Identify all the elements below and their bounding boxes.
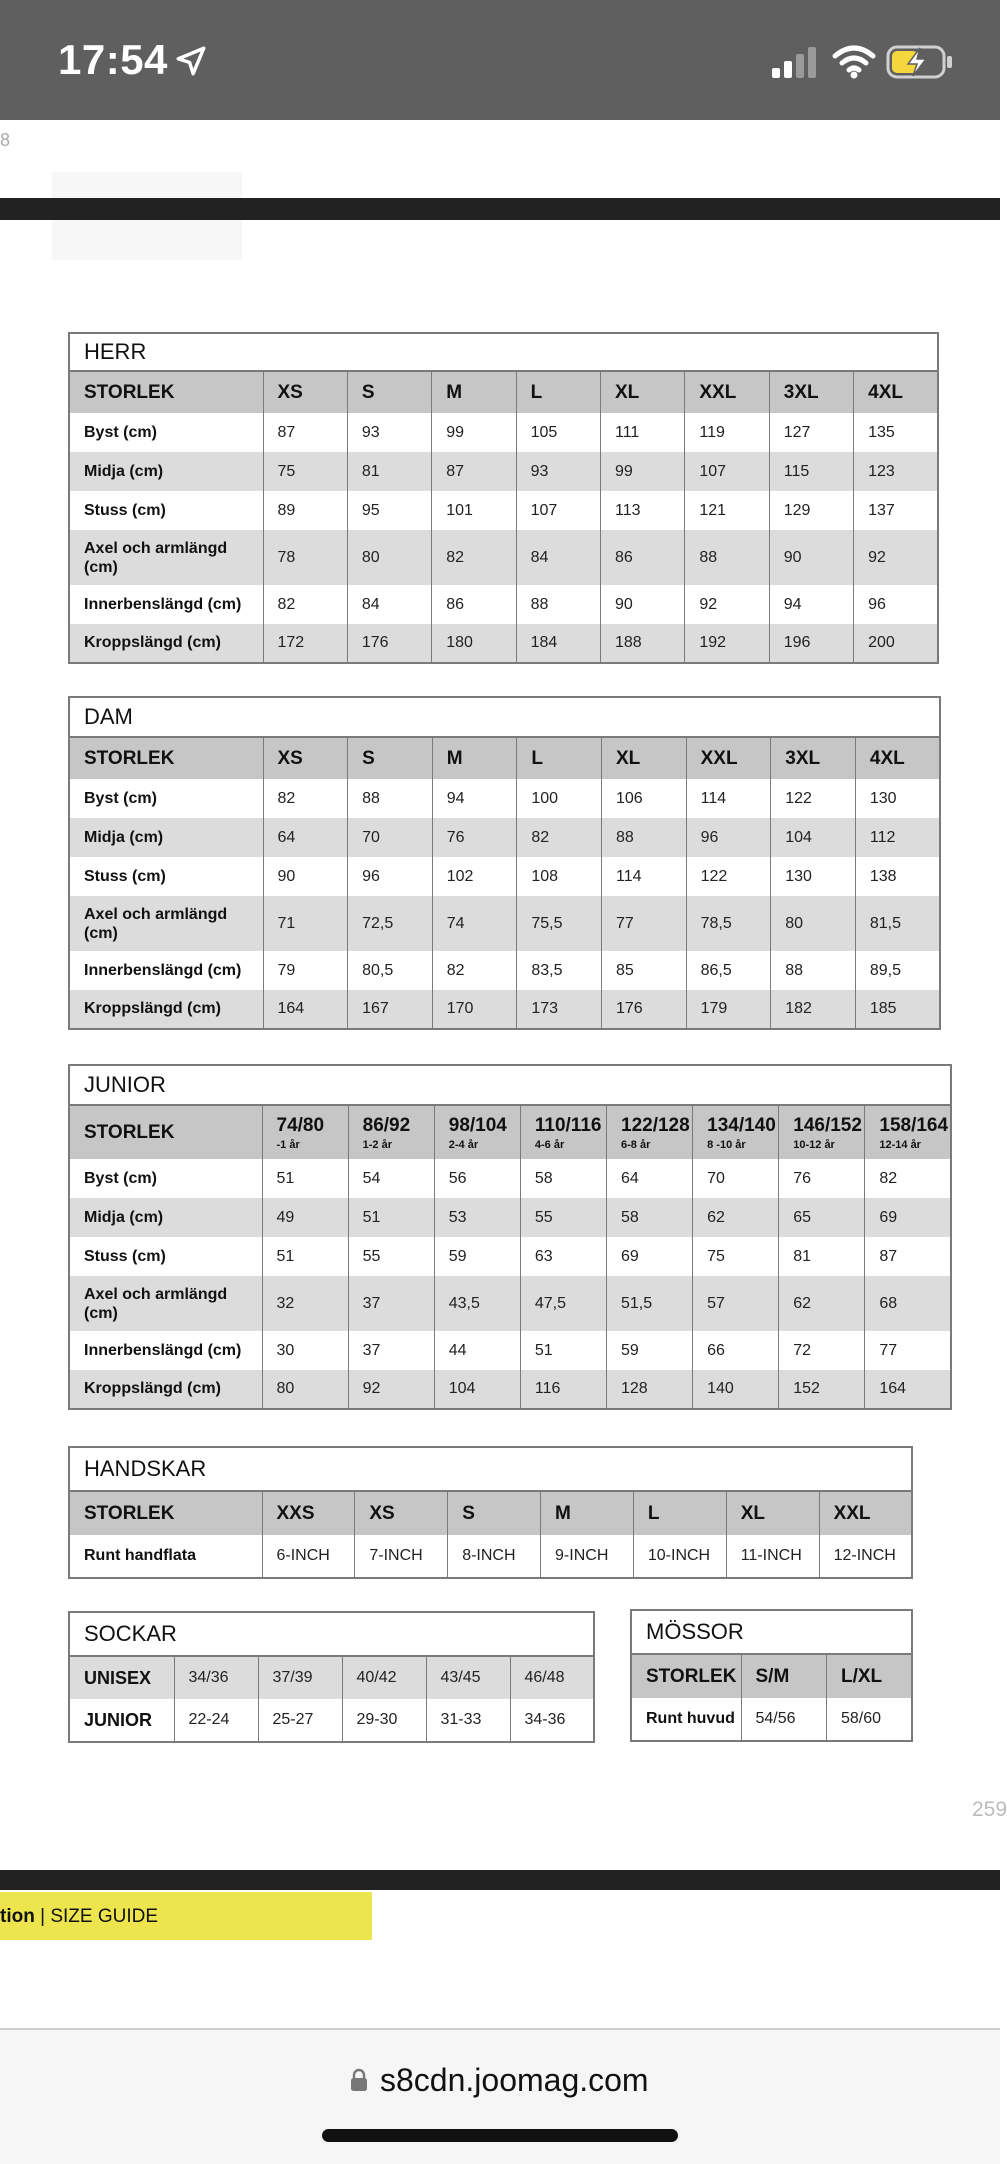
size-header: M (541, 1491, 634, 1535)
table-cell: 70 (348, 818, 433, 857)
table-cell: 10-INCH (633, 1535, 726, 1578)
size-label: 134/140 (707, 1114, 776, 1136)
table-cell: 30 (262, 1331, 348, 1370)
table-cell: 140 (693, 1370, 779, 1409)
table-cell: 58 (607, 1198, 693, 1237)
table-row (69, 530, 938, 585)
table-cell: 179 (686, 990, 771, 1029)
table-cell: 54 (348, 1159, 434, 1198)
table-row (69, 413, 938, 452)
table-row (69, 452, 938, 491)
table-cell: 82 (432, 951, 517, 990)
table-cell: 75 (263, 452, 347, 491)
row-label: Kroppslängd (cm) (69, 1370, 262, 1409)
table-cell: 182 (771, 990, 856, 1029)
table-cell: 43,5 (434, 1276, 520, 1331)
table-cell: 130 (855, 779, 940, 818)
table-cell: 116 (520, 1370, 606, 1409)
table-cell: 80,5 (348, 951, 433, 990)
row-label-text: Axel och armlängd (cm) (84, 1285, 228, 1322)
table-cell: 81,5 (855, 896, 940, 951)
table-cell: 51 (262, 1159, 348, 1198)
row-label (69, 530, 263, 585)
table-cell: 104 (771, 818, 856, 857)
size-header (434, 1105, 520, 1159)
table-cell: 51 (348, 1198, 434, 1237)
table-cell: 75 (693, 1237, 779, 1276)
size-header: 3XL (771, 737, 856, 779)
table-row (69, 624, 938, 663)
table-cell: 59 (434, 1237, 520, 1276)
table-cell: 80 (262, 1370, 348, 1409)
table-cell: 88 (771, 951, 856, 990)
row-label: Midja (cm) (69, 452, 263, 491)
table-cell: 37 (348, 1276, 434, 1331)
age-label: 8 -10 år (707, 1138, 746, 1151)
table-row (69, 857, 940, 896)
table-cell: 92 (854, 530, 938, 585)
bottom-page-rule (0, 1870, 1000, 1890)
size-header (607, 1105, 693, 1159)
table-cell: 122 (686, 857, 771, 896)
table-cell: 72 (779, 1331, 865, 1370)
table-row (69, 990, 940, 1029)
table-cell: 138 (855, 857, 940, 896)
table-row (69, 1370, 951, 1409)
size-header: L (633, 1491, 726, 1535)
table-cell: 87 (865, 1237, 951, 1276)
table-row (69, 585, 938, 624)
table-cell: 111 (601, 413, 685, 452)
size-header: L (517, 737, 602, 779)
size-header: XS (263, 371, 347, 413)
table-cell: 32 (262, 1276, 348, 1331)
row-label: UNISEX (69, 1656, 174, 1699)
table-cell: 92 (348, 1370, 434, 1409)
table-cell: 130 (771, 857, 856, 896)
table-cell: 115 (769, 452, 853, 491)
table-cell: 62 (693, 1198, 779, 1237)
table-cell: 85 (602, 951, 687, 990)
junior-size-table (68, 1064, 952, 1410)
table-cell: 135 (854, 413, 938, 452)
table-cell: 122 (771, 779, 856, 818)
table-row (69, 1656, 594, 1699)
table-cell: 25-27 (258, 1699, 342, 1742)
size-label: 146/152 (793, 1114, 862, 1136)
table-cell: 63 (520, 1237, 606, 1276)
row-label: Byst (cm) (84, 789, 157, 807)
table-cell: 129 (769, 491, 853, 530)
handskar-header-label: STORLEK (69, 1491, 262, 1535)
table-cell: 88 (685, 530, 769, 585)
size-header: S (348, 737, 433, 779)
size-label: 110/116 (534, 1114, 602, 1136)
junior-header-label: STORLEK (69, 1105, 262, 1159)
table-row (69, 779, 940, 818)
table-cell: 37/39 (258, 1656, 342, 1699)
table-cell: 8-INCH (448, 1535, 541, 1578)
table-cell: 56 (434, 1159, 520, 1198)
age-label: 12-14 år (879, 1138, 921, 1151)
table-cell: 80 (771, 896, 856, 951)
table-cell: 69 (607, 1237, 693, 1276)
table-cell: 176 (602, 990, 687, 1029)
table-cell: 54/56 (741, 1698, 827, 1741)
row-label-text: Axel och armlängd (cm) (84, 905, 228, 942)
table-cell: 75,5 (517, 896, 602, 951)
size-header (348, 1105, 434, 1159)
table-cell: 188 (601, 624, 685, 663)
cellular-signal-icon (770, 46, 820, 80)
table-cell: 77 (865, 1331, 951, 1370)
table-cell: 64 (607, 1159, 693, 1198)
table-cell: 99 (432, 413, 516, 452)
row-label: Innerbenslängd (cm) (84, 961, 242, 979)
table-cell: 101 (432, 491, 516, 530)
size-label: 74/80 (276, 1114, 325, 1136)
table-cell: 78 (263, 530, 347, 585)
table-cell: 84 (347, 585, 431, 624)
mossor-title: MÖSSOR (631, 1610, 912, 1654)
table-row (69, 1699, 594, 1742)
handskar-title: HANDSKAR (69, 1447, 912, 1491)
table-cell: 86 (432, 585, 516, 624)
table-cell: 90 (769, 530, 853, 585)
table-row (69, 1535, 912, 1578)
table-cell: 95 (347, 491, 431, 530)
size-header: XL (602, 737, 687, 779)
lock-icon (350, 2068, 368, 2092)
table-cell: 90 (263, 857, 348, 896)
table-cell: 192 (685, 624, 769, 663)
footer-section: tion (0, 1906, 35, 1927)
battery-charging-icon (886, 44, 954, 80)
table-cell: 89,5 (855, 951, 940, 990)
table-cell: 137 (854, 491, 938, 530)
size-header: S (347, 371, 431, 413)
table-cell: 47,5 (520, 1276, 606, 1331)
size-label: 86/92 (362, 1114, 411, 1136)
row-label: Stuss (cm) (84, 867, 166, 885)
sockar-title: SOCKAR (69, 1612, 594, 1656)
age-label: -1 år (276, 1138, 300, 1151)
size-header: XXL (819, 1491, 912, 1535)
size-header: L/XL (827, 1654, 913, 1698)
table-row (69, 1276, 951, 1331)
table-cell: 34/36 (174, 1656, 258, 1699)
home-indicator[interactable] (322, 2129, 678, 2142)
table-cell: 74 (432, 896, 517, 951)
url-address[interactable]: s8cdn.joomag.com (380, 2062, 649, 2098)
table-cell: 82 (263, 779, 348, 818)
age-label: 2-4 år (448, 1138, 479, 1151)
table-cell: 96 (854, 585, 938, 624)
size-header (779, 1105, 865, 1159)
table-cell: 152 (779, 1370, 865, 1409)
table-cell: 53 (434, 1198, 520, 1237)
table-cell: 82 (263, 585, 347, 624)
junior-title: JUNIOR (69, 1065, 951, 1105)
size-header: XL (726, 1491, 819, 1535)
row-label: Kroppslängd (cm) (69, 624, 263, 663)
table-cell: 93 (516, 452, 600, 491)
table-cell: 68 (865, 1276, 951, 1331)
row-label: Innerbenslängd (cm) (84, 595, 242, 613)
mossor-header-label: STORLEK (631, 1654, 741, 1698)
size-header: M (432, 371, 516, 413)
dam-size-table (68, 696, 941, 1030)
size-header (520, 1105, 606, 1159)
table-cell: 9-INCH (541, 1535, 634, 1578)
table-cell: 43/45 (426, 1656, 510, 1699)
table-cell: 86,5 (686, 951, 771, 990)
handskar-size-table (68, 1446, 913, 1579)
row-label: Runt handflata (84, 1547, 196, 1564)
row-label: Midja (cm) (69, 818, 263, 857)
table-cell: 79 (263, 951, 348, 990)
table-row (69, 1159, 951, 1198)
location-arrow-icon (174, 44, 208, 78)
row-label: Byst (cm) (84, 1169, 157, 1187)
table-cell: 86 (601, 530, 685, 585)
age-label: 10-12 år (793, 1138, 835, 1151)
table-cell: 90 (601, 585, 685, 624)
table-cell: 185 (855, 990, 940, 1029)
table-cell: 184 (516, 624, 600, 663)
table-cell: 29-30 (342, 1699, 426, 1742)
right-page-number: 259 (972, 1798, 1007, 1821)
table-cell: 76 (779, 1159, 865, 1198)
size-header: XS (263, 737, 348, 779)
size-header: 4XL (855, 737, 940, 779)
table-cell: 31-33 (426, 1699, 510, 1742)
table-cell: 81 (347, 452, 431, 491)
status-bar (0, 0, 1000, 120)
table-cell: 40/42 (342, 1656, 426, 1699)
herr-title: HERR (69, 333, 938, 371)
size-header: L (516, 371, 600, 413)
size-header: 3XL (769, 371, 853, 413)
table-cell: 180 (432, 624, 516, 663)
table-cell: 6-INCH (262, 1535, 355, 1578)
table-cell: 127 (769, 413, 853, 452)
table-cell: 100 (517, 779, 602, 818)
age-label: 6-8 år (621, 1138, 651, 1151)
table-cell: 77 (602, 896, 687, 951)
sockar-size-table (68, 1611, 595, 1743)
size-header: XXL (686, 737, 771, 779)
table-cell: 112 (855, 818, 940, 857)
table-cell: 93 (347, 413, 431, 452)
table-cell: 66 (693, 1331, 779, 1370)
size-header: S/M (741, 1654, 827, 1698)
table-row (69, 491, 938, 530)
table-cell: 34-36 (510, 1699, 594, 1742)
table-cell: 84 (516, 530, 600, 585)
age-label: 4-6 år (534, 1138, 565, 1151)
dam-header-label: STORLEK (69, 737, 263, 779)
table-cell: 70 (693, 1159, 779, 1198)
size-header: M (432, 737, 517, 779)
table-cell: 57 (693, 1276, 779, 1331)
table-cell: 62 (779, 1276, 865, 1331)
table-cell: 164 (263, 990, 348, 1029)
size-header (865, 1105, 951, 1159)
size-label: 122/128 (621, 1114, 690, 1136)
table-cell: 78,5 (686, 896, 771, 951)
table-cell: 89 (263, 491, 347, 530)
table-cell: 82 (865, 1159, 951, 1198)
table-cell: 173 (517, 990, 602, 1029)
table-cell: 96 (348, 857, 433, 896)
mossor-size-table (630, 1609, 913, 1742)
table-row (69, 818, 940, 857)
table-row (631, 1698, 912, 1741)
table-cell: 82 (432, 530, 516, 585)
table-cell: 55 (520, 1198, 606, 1237)
table-row (69, 951, 940, 990)
table-cell: 113 (601, 491, 685, 530)
size-header: XL (601, 371, 685, 413)
table-cell: 114 (602, 857, 687, 896)
table-cell: 88 (602, 818, 687, 857)
table-cell: 7-INCH (355, 1535, 448, 1578)
size-label: 98/104 (448, 1114, 507, 1136)
table-cell: 102 (432, 857, 517, 896)
table-cell: 44 (434, 1331, 520, 1370)
size-header (693, 1105, 779, 1159)
size-header: 4XL (854, 371, 938, 413)
table-cell: 108 (517, 857, 602, 896)
row-label: Midja (cm) (69, 1198, 262, 1237)
size-header: XXL (685, 371, 769, 413)
row-label: JUNIOR (84, 1709, 153, 1730)
table-cell: 106 (602, 779, 687, 818)
table-row (69, 1331, 951, 1370)
row-label-text: Axel och armlängd (cm) (84, 539, 228, 576)
age-label: 1-2 år (362, 1138, 392, 1151)
footer-text (0, 1906, 158, 1928)
row-label: Stuss (cm) (84, 501, 166, 519)
table-cell: 107 (516, 491, 600, 530)
table-cell: 167 (348, 990, 433, 1029)
table-cell: 104 (434, 1370, 520, 1409)
table-cell: 121 (685, 491, 769, 530)
row-label: Innerbenslängd (cm) (84, 1341, 242, 1359)
table-cell: 55 (348, 1237, 434, 1276)
table-cell: 81 (779, 1237, 865, 1276)
left-page-number: 8 (0, 130, 11, 150)
table-cell: 72,5 (348, 896, 433, 951)
table-cell: 12-INCH (819, 1535, 912, 1578)
row-label: Byst (cm) (84, 423, 157, 441)
herr-header-label: STORLEK (69, 371, 263, 413)
table-cell: 82 (517, 818, 602, 857)
table-cell: 11-INCH (726, 1535, 819, 1578)
table-cell: 114 (686, 779, 771, 818)
row-label (69, 1276, 262, 1331)
table-row (69, 896, 940, 951)
table-cell: 71 (263, 896, 348, 951)
table-cell: 119 (685, 413, 769, 452)
table-cell: 87 (432, 452, 516, 491)
table-cell: 51 (262, 1237, 348, 1276)
table-cell: 58 (520, 1159, 606, 1198)
table-cell: 170 (432, 990, 517, 1029)
table-row (69, 1237, 951, 1276)
table-cell: 51,5 (607, 1276, 693, 1331)
table-cell: 94 (769, 585, 853, 624)
size-header: XS (355, 1491, 448, 1535)
table-cell: 164 (865, 1370, 951, 1409)
table-cell: 65 (779, 1198, 865, 1237)
size-header: XXS (262, 1491, 355, 1535)
herr-size-table (68, 332, 939, 664)
table-cell: 46/48 (510, 1656, 594, 1699)
table-cell: 92 (685, 585, 769, 624)
table-cell: 128 (607, 1370, 693, 1409)
size-header (262, 1105, 348, 1159)
table-cell: 37 (348, 1331, 434, 1370)
table-cell: 176 (347, 624, 431, 663)
wifi-icon (832, 44, 876, 80)
table-cell: 200 (854, 624, 938, 663)
row-label: Stuss (cm) (84, 1247, 166, 1265)
table-cell: 196 (769, 624, 853, 663)
table-cell: 69 (865, 1198, 951, 1237)
table-cell: 172 (263, 624, 347, 663)
table-cell: 22-24 (174, 1699, 258, 1742)
table-cell: 59 (607, 1331, 693, 1370)
status-time: 17:54 (58, 36, 168, 83)
dam-title: DAM (69, 697, 940, 737)
table-cell: 123 (854, 452, 938, 491)
table-cell: 105 (516, 413, 600, 452)
table-cell: 64 (263, 818, 348, 857)
table-cell: 96 (686, 818, 771, 857)
table-cell: 87 (263, 413, 347, 452)
table-cell: 76 (432, 818, 517, 857)
table-cell: 51 (520, 1331, 606, 1370)
top-page-rule (0, 198, 1000, 220)
table-cell: 88 (348, 779, 433, 818)
table-cell: 83,5 (517, 951, 602, 990)
table-cell: 94 (432, 779, 517, 818)
table-cell: 107 (685, 452, 769, 491)
table-cell: 58/60 (827, 1698, 913, 1741)
size-header: S (448, 1491, 541, 1535)
table-cell: 88 (516, 585, 600, 624)
row-label: Kroppslängd (cm) (69, 990, 263, 1029)
footer-separator: | (40, 1906, 46, 1927)
table-row (69, 1198, 951, 1237)
footer-label: SIZE GUIDE (50, 1906, 159, 1927)
table-cell: 99 (601, 452, 685, 491)
row-label (69, 896, 263, 951)
size-label: 158/164 (879, 1114, 949, 1136)
row-label: Runt huvud (646, 1710, 735, 1727)
table-cell: 49 (262, 1198, 348, 1237)
table-cell: 80 (347, 530, 431, 585)
